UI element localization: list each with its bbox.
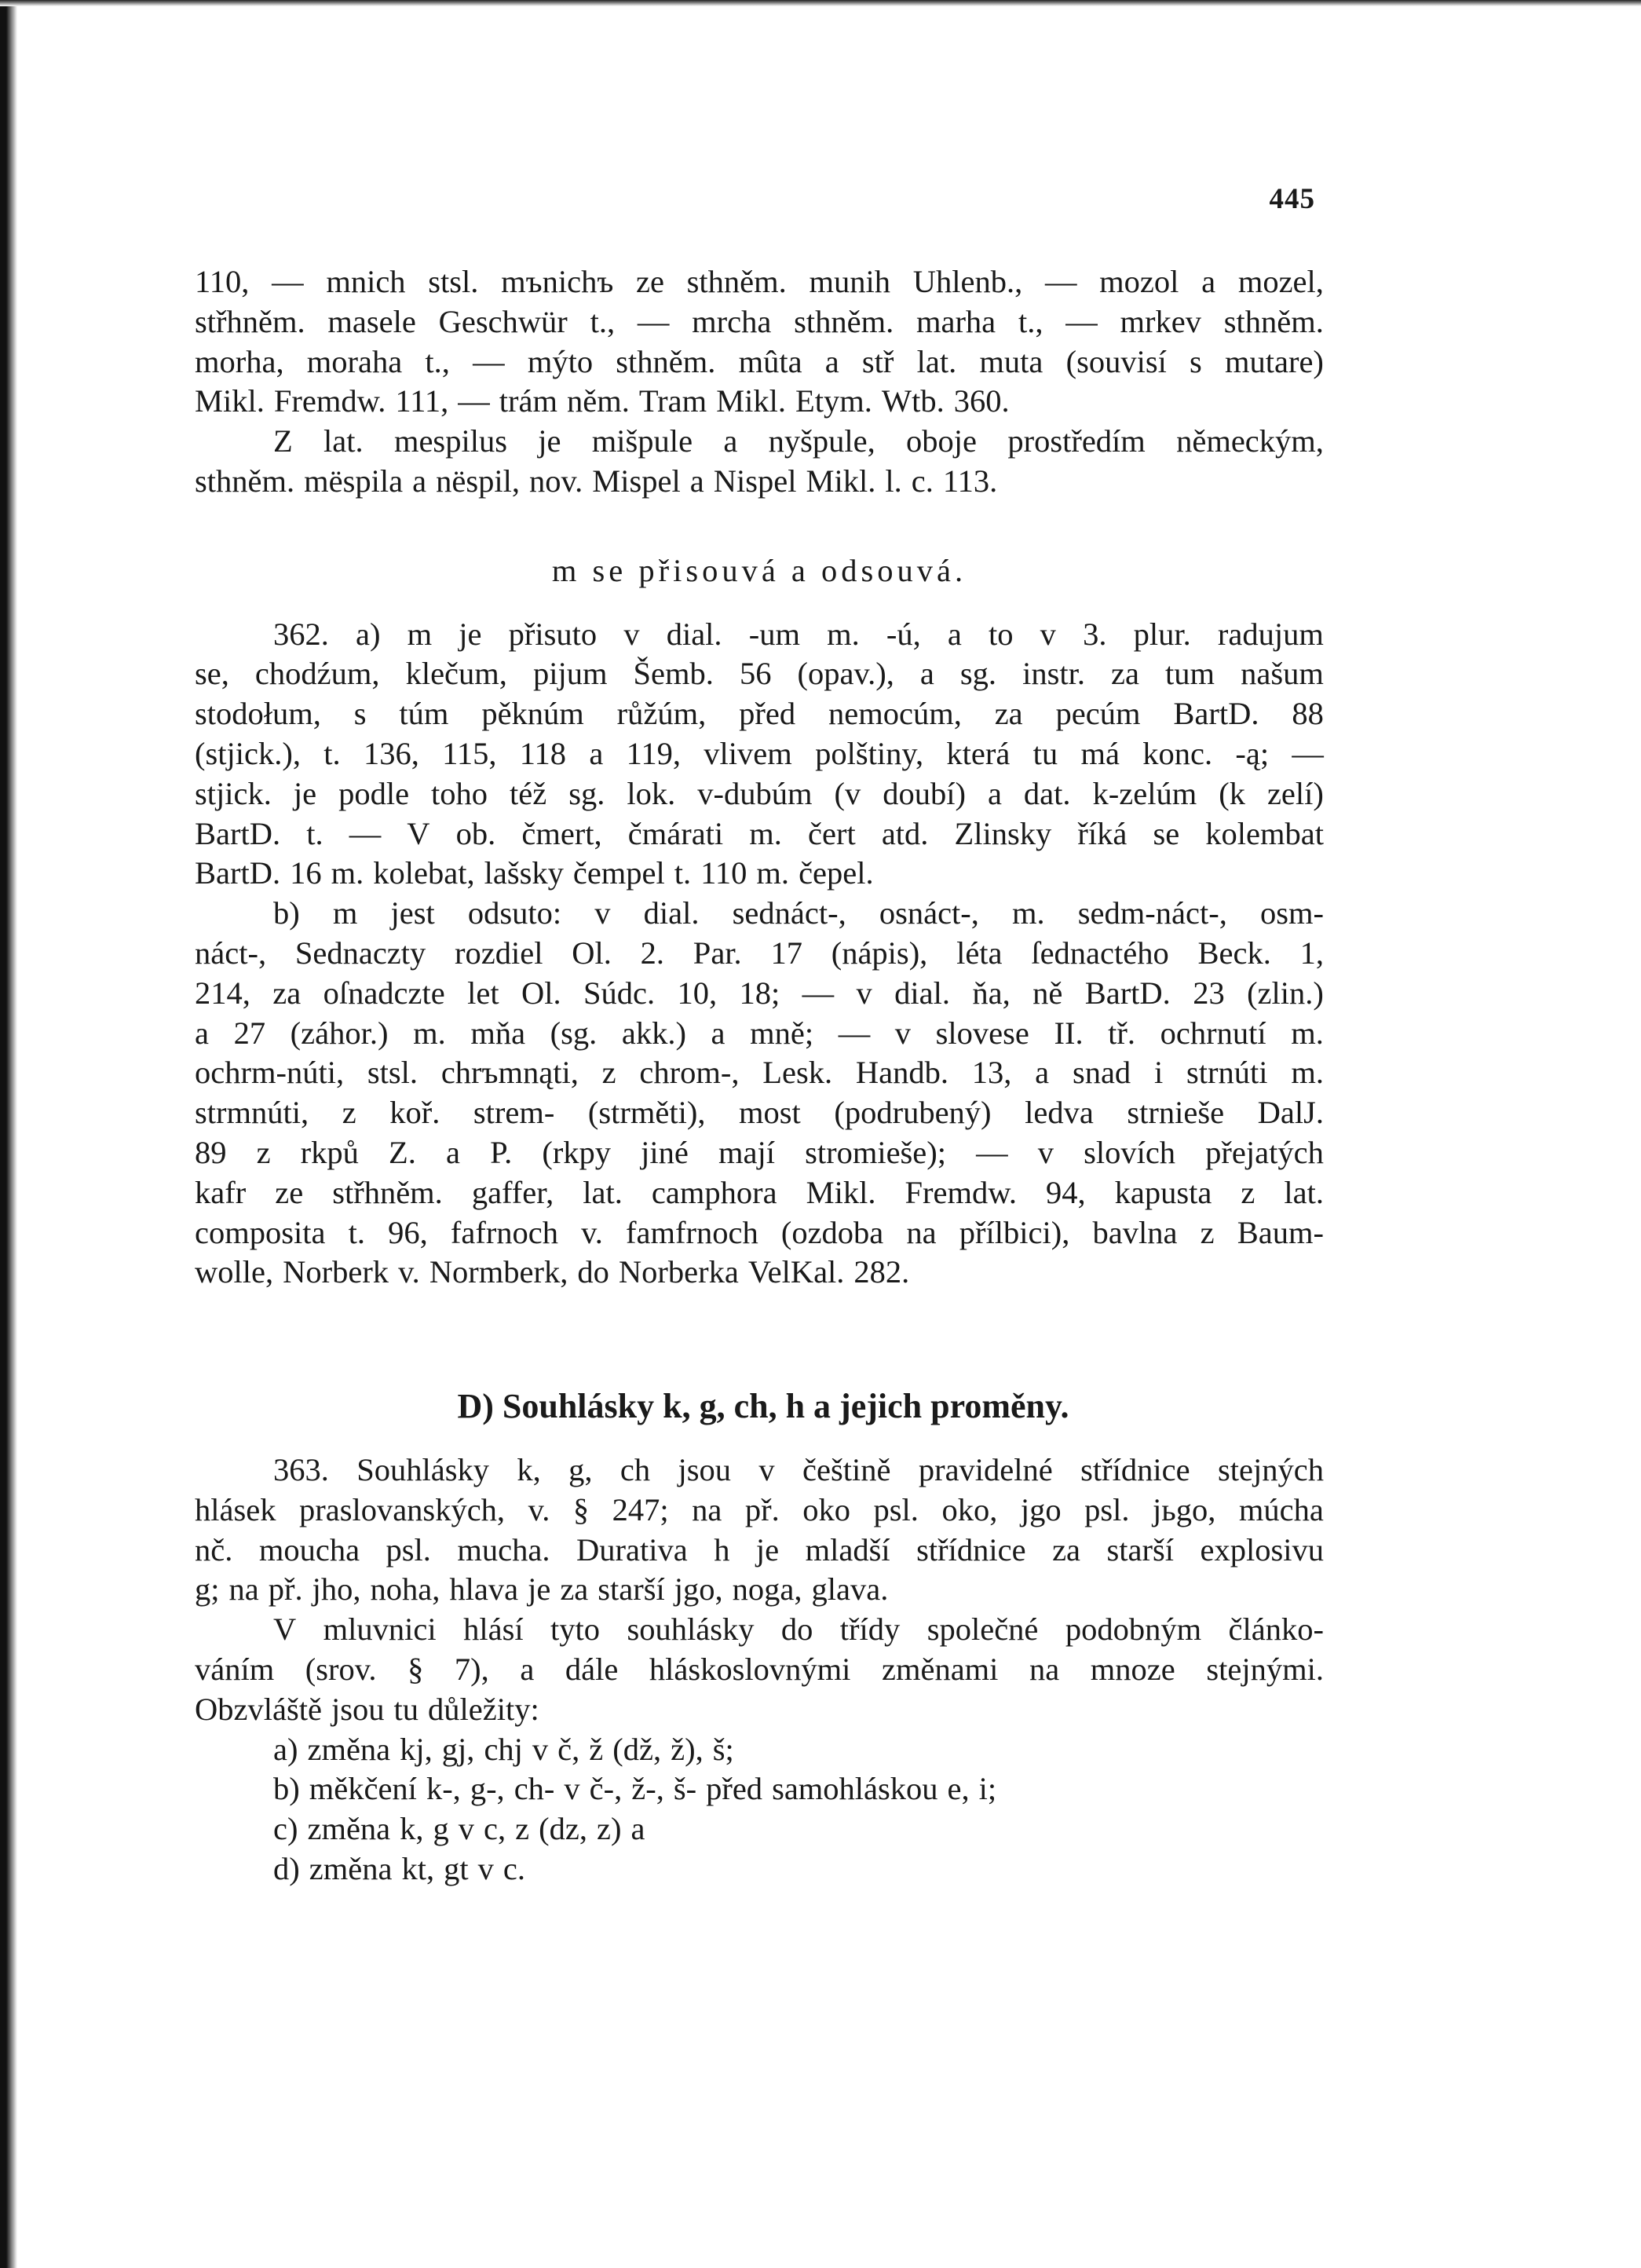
text-line: BartD. 16 m. kolebat, lašsky čempel t. 110 m. čepel.	[195, 855, 874, 891]
text-line: (stjick.), t. 136, 115, 118 a 119, vlivem polštiny, která tu má konc. -ą; —	[195, 735, 1324, 771]
scan-left-edge	[0, 0, 17, 2268]
page-number: 445	[1269, 183, 1315, 215]
text-line: hlásek praslovanských, v. § 247; na př. oko psl. oko, jgo psl. jьgo, múcha	[195, 1491, 1324, 1527]
text-line: střhněm. masele Geschwür t., — mrcha sthněm. marha t., — mrkev sthněm.	[195, 303, 1324, 339]
text-line: composita t. 96, fafrnoch v. famfrnoch (ozdoba na přílbici), bavlna z Baum-	[195, 1214, 1324, 1250]
text-line: stodołum, s túm pěknúm růžúm, před nemocúm, za pecúm BartD. 88	[195, 696, 1324, 732]
paragraph-362	[195, 615, 1324, 1293]
text-line: 363. Souhlásky k, g, ch jsou v češtině pravidelné střídnice stejných	[273, 1451, 1324, 1487]
text-line: váním (srov. § 7), a dále hláskoslovnými změnami na mnoze stejnými.	[195, 1651, 1324, 1687]
list-item: b) měkčení k-, g-, ch- v č-, ž-, š- před samohláskou e, i;	[273, 1771, 997, 1807]
section-title: m se přisouvá a odsouvá.	[551, 552, 967, 588]
text-line: wolle, Norberk v. Normberk, do Norberka VelKal. 282.	[195, 1254, 910, 1290]
change-list	[195, 1730, 1324, 1889]
text-line: 362. a) m je přisuto v dial. -um m. -ú, a to v 3. plur. radujum	[273, 616, 1324, 652]
text-line: morha, moraha t., — mýto sthněm. mûta a stř lat. muta (souvisí s mutare)	[195, 343, 1324, 379]
text-line: BartD. t. — V ob. čmert, čmárati m. čert atd. Zlinsky říká se kolembat	[195, 815, 1324, 851]
text-line: stjick. je podle toho též sg. lok. v-dubúm (v doubí) a dat. k-zelúm (k zelí)	[195, 775, 1324, 811]
text-line: 214, za oſnadczte let Ol. Súdc. 10, 18; — v dial. ňa, ně BartD. 23 (zlin.)	[195, 975, 1324, 1011]
text-line: nč. moucha psl. mucha. Durativa h je mladší střídnice za starší explosivu	[195, 1531, 1324, 1567]
text-line: strmnúti, z koř. strem- (strměti), most (podrubený) ledva strnieše DalJ.	[195, 1095, 1324, 1131]
text-line: g; na př. jho, noha, hlava je za starší jgo, noga, glava.	[195, 1571, 889, 1608]
text-line: kafr ze střhněm. gaffer, lat. camphora Mikl. Fremdw. 94, kapusta z lat.	[195, 1174, 1324, 1210]
page-body	[195, 262, 1324, 1889]
text-line: 89 z rkpů Z. a P. (rkpy jiné mají stromieše); — v slovích přejatých	[195, 1134, 1324, 1170]
paragraph-363	[195, 1450, 1324, 1730]
text-line: náct-, Sednaczty rozdiel Ol. 2. Par. 17 (nápis), léta ſednactého Beck. 1,	[195, 935, 1324, 971]
scan-top-edge	[0, 0, 1641, 6]
text-line: V mluvnici hlásí tyto souhlásky do třídy společné podobným článko-	[273, 1611, 1324, 1648]
text-line: se, chodźum, klečum, pijum Šemb. 56 (opav.), a sg. instr. za tum našum	[195, 656, 1324, 692]
text-line: ochrm-núti, stsl. chrъmnąti, z chrom-, Lesk. Handb. 13, a snad i strnúti m.	[195, 1055, 1324, 1091]
paragraph-etymology-list	[195, 262, 1324, 502]
text-line: Mikl. Fremdw. 111, — trám něm. Tram Mikl. Etym. Wtb. 360.	[195, 383, 1010, 419]
text-line: Z lat. mespilus je mišpule a nyšpule, oboje prostředím německým,	[273, 423, 1324, 459]
section-heading: D) Souhlásky k, g, ch, h a jejich proměny.	[457, 1387, 1069, 1426]
text-line: 110, — mnich stsl. mъnichъ ze sthněm. munih Uhlenb., — mozol a mozel,	[195, 264, 1324, 299]
list-item: d) změna kt, gt v c.	[273, 1850, 525, 1886]
text-line: b) m jest odsuto: v dial. sednáct-, osnáct-, m. sedm-náct-, osm-	[273, 895, 1324, 931]
list-item: a) změna kj, gj, chj v č, ž (dž, ž), š;	[273, 1731, 734, 1767]
text-line: a 27 (záhor.) m. mňa (sg. akk.) a mně; — v slovese II. tř. ochrnutí m.	[195, 1015, 1324, 1051]
list-item: c) změna k, g v c, z (dz, z) a	[273, 1811, 645, 1847]
text-line: sthněm. mëspila a nëspil, nov. Mispel a Nispel Mikl. l. c. 113.	[195, 463, 998, 499]
text-line: Obzvláště jsou tu důležity:	[195, 1691, 539, 1727]
